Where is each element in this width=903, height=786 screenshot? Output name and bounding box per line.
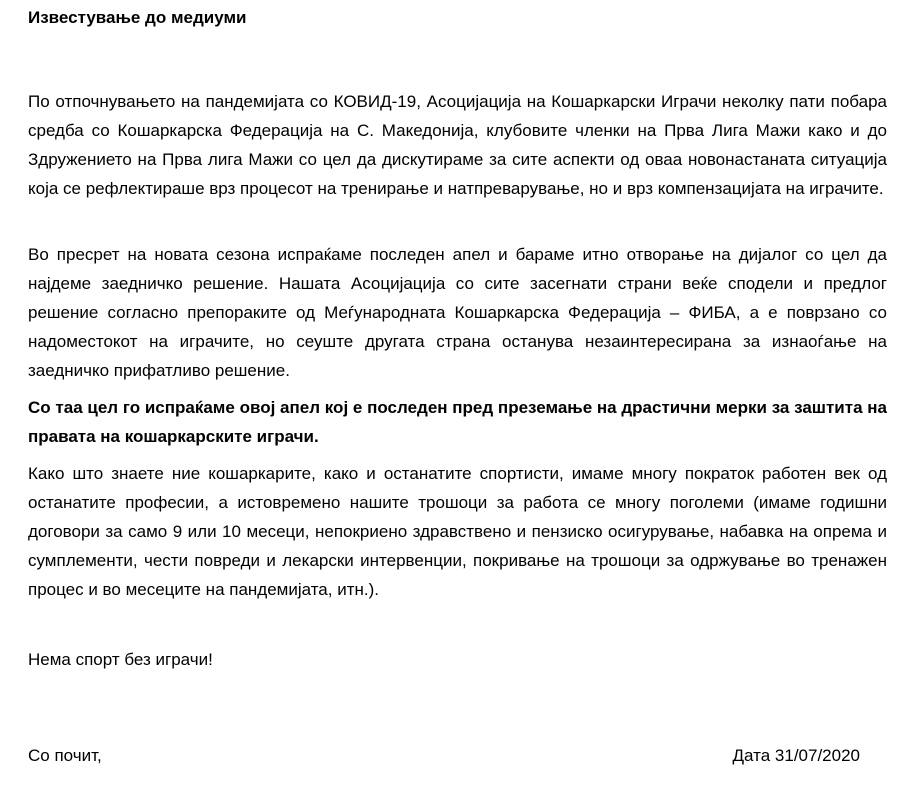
closing-slogan: Нема спорт без играчи! [28, 650, 213, 669]
paragraph-player-costs: Како што знаете ние кошаркарите, како и останатите спортисти, имаме многу пократок работен век од останатите професии, а истовремено нашите трошоци за работа се многу поголеми (имаме годишни договори за само 9 или 10 месеци, непокриено здравствено и пензиско осигурување, набавка на опрема и сумплементи, чести повреди и лекарски интервенции, покривање на трошоци за одржување во тренажен процес и во месеците на пандемијата, итн.). [28, 464, 887, 599]
document-heading: Известување до медиуми [28, 8, 247, 27]
paragraph-final-appeal: Во пресрет на новата сезона испраќаме последен апел и бараме итно отворање на дијалог со цел да најдеме заедничко решение. Нашата Асоцијација со сите засегнати страни веќе сподели и предлог решение согласно препораките од Меѓународната Кошаркарска Федерација – ФИБА, а е поврзано со надоместокот на играчите, но сеуште другата страна останува незаинтересирана за изнаоѓање на заедничко прифатливо решение. [28, 245, 887, 380]
press-release-document [28, 0, 887, 786]
signoff-row [28, 744, 860, 768]
paragraph-covid-meetings: По отпочнувањето на пандемијата со КОВИД-19, Асоцијација на Кошаркарски Играчи неколку пати побара средба со Кошаркарска Федерација на С. Македонија, клубовите членки на Прва Лига Мажи како и до Здружението на Прва лига Мажи со цел да дискутираме за сите аспекти од оваа новонастаната ситуација која се рефлектираше врз процесот на тренирање и натпреварување, но и врз компензацијата на играчите. [28, 92, 887, 198]
document-date: Дата 31/07/2020 [732, 746, 860, 765]
paragraph-bold-warning: Со таа цел го испраќаме овој апел кој е последен пред преземање на драстични мерки за заштита на правата на кошаркарските играчи. [28, 398, 887, 446]
signoff-greeting: Со почит, [28, 746, 102, 765]
